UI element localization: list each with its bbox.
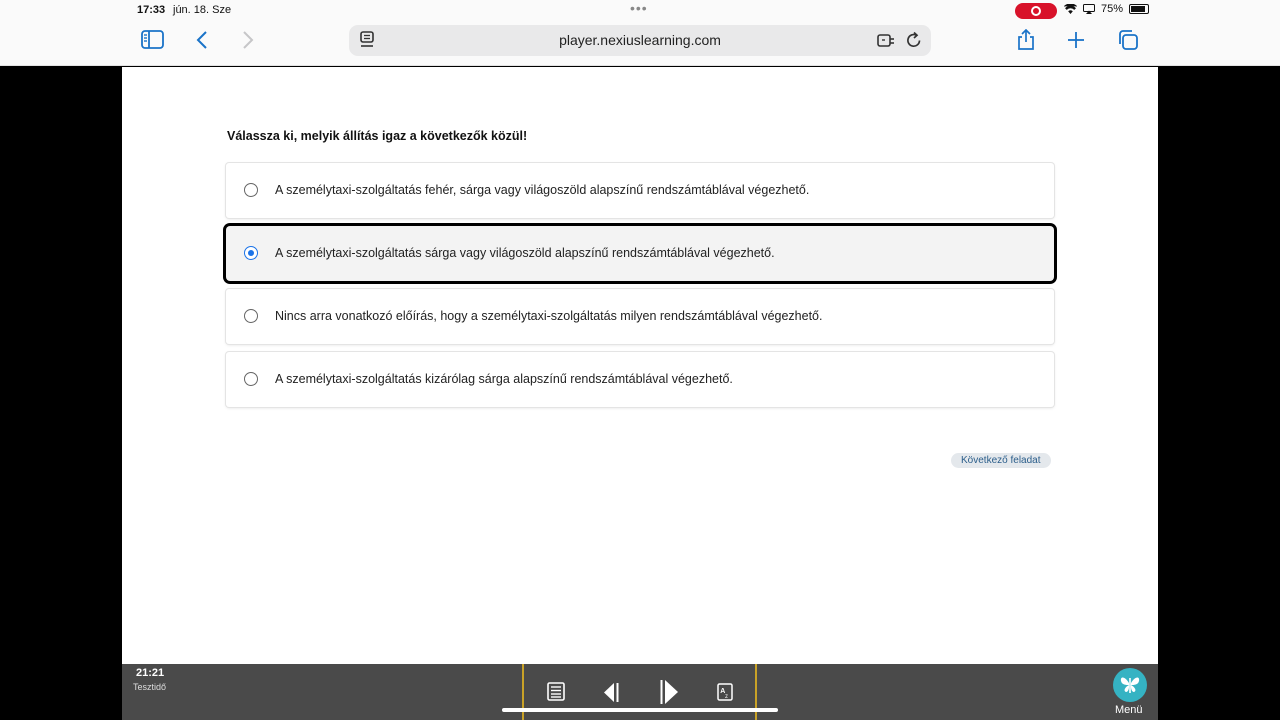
new-tab-icon[interactable] [1067, 31, 1085, 53]
answer-option-label: A személytaxi-szolgáltatás fehér, sárga vagy világoszöld alapszínű rendszámtáblával végezhető. [275, 183, 810, 197]
answer-option-4[interactable] [226, 352, 1054, 407]
share-icon[interactable] [1016, 29, 1036, 55]
tabs-overview-icon[interactable] [1117, 29, 1139, 55]
radio-button-selected[interactable] [244, 246, 258, 260]
home-indicator[interactable] [502, 708, 778, 712]
question-text: Válassza ki, melyik állítás igaz a következők közül! [227, 129, 528, 143]
wifi-icon [1064, 4, 1077, 14]
answer-option-1[interactable] [226, 163, 1054, 218]
menu-label: Menü [1115, 704, 1143, 716]
answer-option-label: A személytaxi-szolgáltatás kizárólag sárga alapszínű rendszámtáblával végezhető. [275, 372, 733, 386]
battery-percent: 75% [1101, 3, 1124, 15]
radio-button[interactable] [244, 183, 258, 197]
answer-option-3[interactable] [226, 289, 1054, 344]
radio-button[interactable] [244, 372, 258, 386]
test-timer-label: Tesztidő [133, 682, 167, 692]
question-list-icon[interactable] [547, 682, 565, 706]
radio-button[interactable] [244, 309, 258, 323]
address-bar[interactable] [349, 25, 931, 56]
previous-question-icon[interactable] [603, 682, 619, 708]
answer-option-label: A személytaxi-szolgáltatás sárga vagy világoszöld alapszínű rendszámtáblával végezhető. [275, 246, 775, 260]
butterfly-logo-icon [1113, 668, 1147, 702]
screen-recording-icon[interactable] [1015, 3, 1057, 19]
screen-mirroring-icon [1083, 4, 1095, 14]
battery-icon [1129, 4, 1149, 14]
answer-option-label: Nincs arra vonatkozó előírás, hogy a személytaxi-szolgáltatás milyen rendszámtáblával végezhető. [275, 309, 823, 323]
multitasking-dots[interactable]: ••• [630, 0, 648, 16]
quiz-page [122, 67, 1158, 664]
status-icons [1064, 3, 1149, 15]
svg-text:z: z [725, 694, 728, 700]
test-timer: 21:21 [136, 667, 165, 679]
reload-icon[interactable] [906, 31, 922, 54]
sidebar-toggle-icon[interactable] [141, 30, 164, 53]
menu-button[interactable] [1113, 668, 1147, 702]
next-question-icon[interactable] [660, 679, 680, 710]
forward-icon[interactable] [242, 31, 254, 53]
next-question-button[interactable]: Következő feladat [951, 453, 1051, 468]
status-date: jún. 18. Sze [173, 4, 232, 16]
status-time: 17:33 [137, 4, 166, 16]
answer-option-2[interactable] [226, 226, 1054, 281]
extensions-icon[interactable] [877, 32, 895, 53]
dictionary-icon[interactable] [717, 683, 733, 706]
url-text[interactable]: player.nexiuslearning.com [559, 32, 721, 48]
player-control-bar [122, 664, 1158, 720]
svg-text:A: A [720, 688, 726, 695]
back-icon[interactable] [196, 31, 208, 53]
